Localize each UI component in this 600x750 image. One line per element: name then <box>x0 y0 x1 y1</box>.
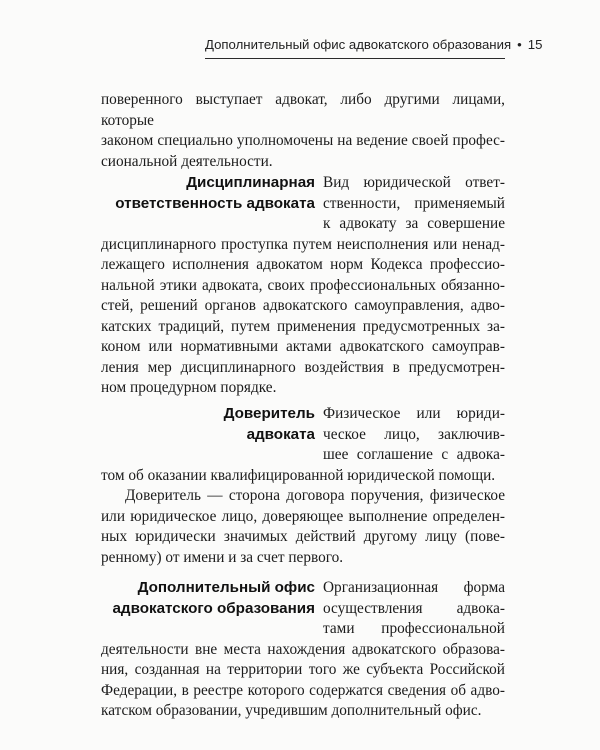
definition-line: ренному) от имени и за счет первого. <box>101 548 344 566</box>
definition-line: катских традиций, путем применения предусмотренных за- <box>101 317 505 335</box>
header-bullet: • <box>517 37 522 52</box>
definition-line: Организационная форма <box>323 579 505 596</box>
definition-line: дисциплинарного проступка путем неисполнения или ненад- <box>101 235 505 253</box>
definition-line: ческое лицо, заключив- <box>323 425 505 443</box>
definition-line: к адвокату за совершение <box>323 215 505 232</box>
definition-line: Вид юридической ответ- <box>323 174 505 191</box>
definition-line: том об оказании квалифицированной юридической помощи. <box>101 466 496 484</box>
intro-paragraph <box>101 90 505 172</box>
entry-definition-side <box>323 173 505 235</box>
entry-term <box>101 404 323 466</box>
entry-definition-side <box>323 578 505 640</box>
entry-extra-paragraph <box>101 486 505 568</box>
text-line: сиональной деятельности. <box>101 152 273 170</box>
definition-line: ных юридически значимых действий другому лицу (пове- <box>101 528 505 545</box>
definition-line: деятельности вне места нахождения адвокатского образова- <box>101 640 505 658</box>
entry-additional-office <box>101 578 505 722</box>
definition-line: Доверитель — сторона договора поручения, физическое <box>125 487 505 504</box>
definition-line: стей, решений органов адвокатского самоуправления, адво- <box>101 297 505 314</box>
entry-definition-body <box>101 466 505 487</box>
term-line: Дисциплинарная <box>186 174 315 191</box>
definition-line: Федерации, в реестре которого содержатся сведения об адво- <box>101 681 505 699</box>
entry-definition-body <box>101 235 505 399</box>
entry-principal-of-advocate <box>101 404 505 568</box>
definition-line: коном или нормативными актами адвокатского самоуправ- <box>101 338 505 355</box>
text-line: поверенного выступает адвокат, либо другими лицами, которые <box>101 91 505 129</box>
term-line: Дополнительный офис <box>137 579 315 596</box>
term-line: Доверитель <box>223 405 315 422</box>
definition-line: тами профессиональной <box>323 620 505 637</box>
entry-term <box>101 173 323 235</box>
page-number: 15 <box>527 37 543 52</box>
entry-definition-side <box>323 404 505 466</box>
term-line: адвокатского образования <box>112 599 315 617</box>
definition-line: ственности, применяемый <box>323 194 505 212</box>
term-line: адвоката <box>246 425 315 443</box>
entry-term <box>101 578 323 640</box>
definition-line: или юридическое лицо, доверяющее выполнение определен- <box>101 507 505 525</box>
definition-line: ления мер дисциплинарного воздействия в предусмотрен- <box>101 358 505 376</box>
definition-line: нальной этики адвоката, своих профессиональных обязанно- <box>101 276 505 294</box>
definition-line: ном процедурном порядке. <box>101 379 277 396</box>
definition-line: лежащего исполнения адвокатом норм Кодекса профессио- <box>101 256 505 273</box>
entry-disciplinary-liability <box>101 173 505 399</box>
running-header <box>205 37 543 52</box>
header-rule <box>205 58 505 59</box>
text-line: законом специально уполномочены на ведение своей профес- <box>101 132 505 149</box>
definition-line: осуществления адвока- <box>323 599 505 617</box>
definition-line: Физическое или юриди- <box>323 405 505 422</box>
term-line: ответственность адвоката <box>115 194 315 212</box>
definition-line: шее соглашение с адвока- <box>323 446 505 463</box>
definition-line: катском образовании, учредившим дополнительный офис. <box>101 702 482 719</box>
header-title: Дополнительный офис адвокатского образования <box>205 37 512 52</box>
definition-line: ния, созданная на территории того же субъекта Российской <box>101 661 505 678</box>
entry-definition-body <box>101 640 505 722</box>
